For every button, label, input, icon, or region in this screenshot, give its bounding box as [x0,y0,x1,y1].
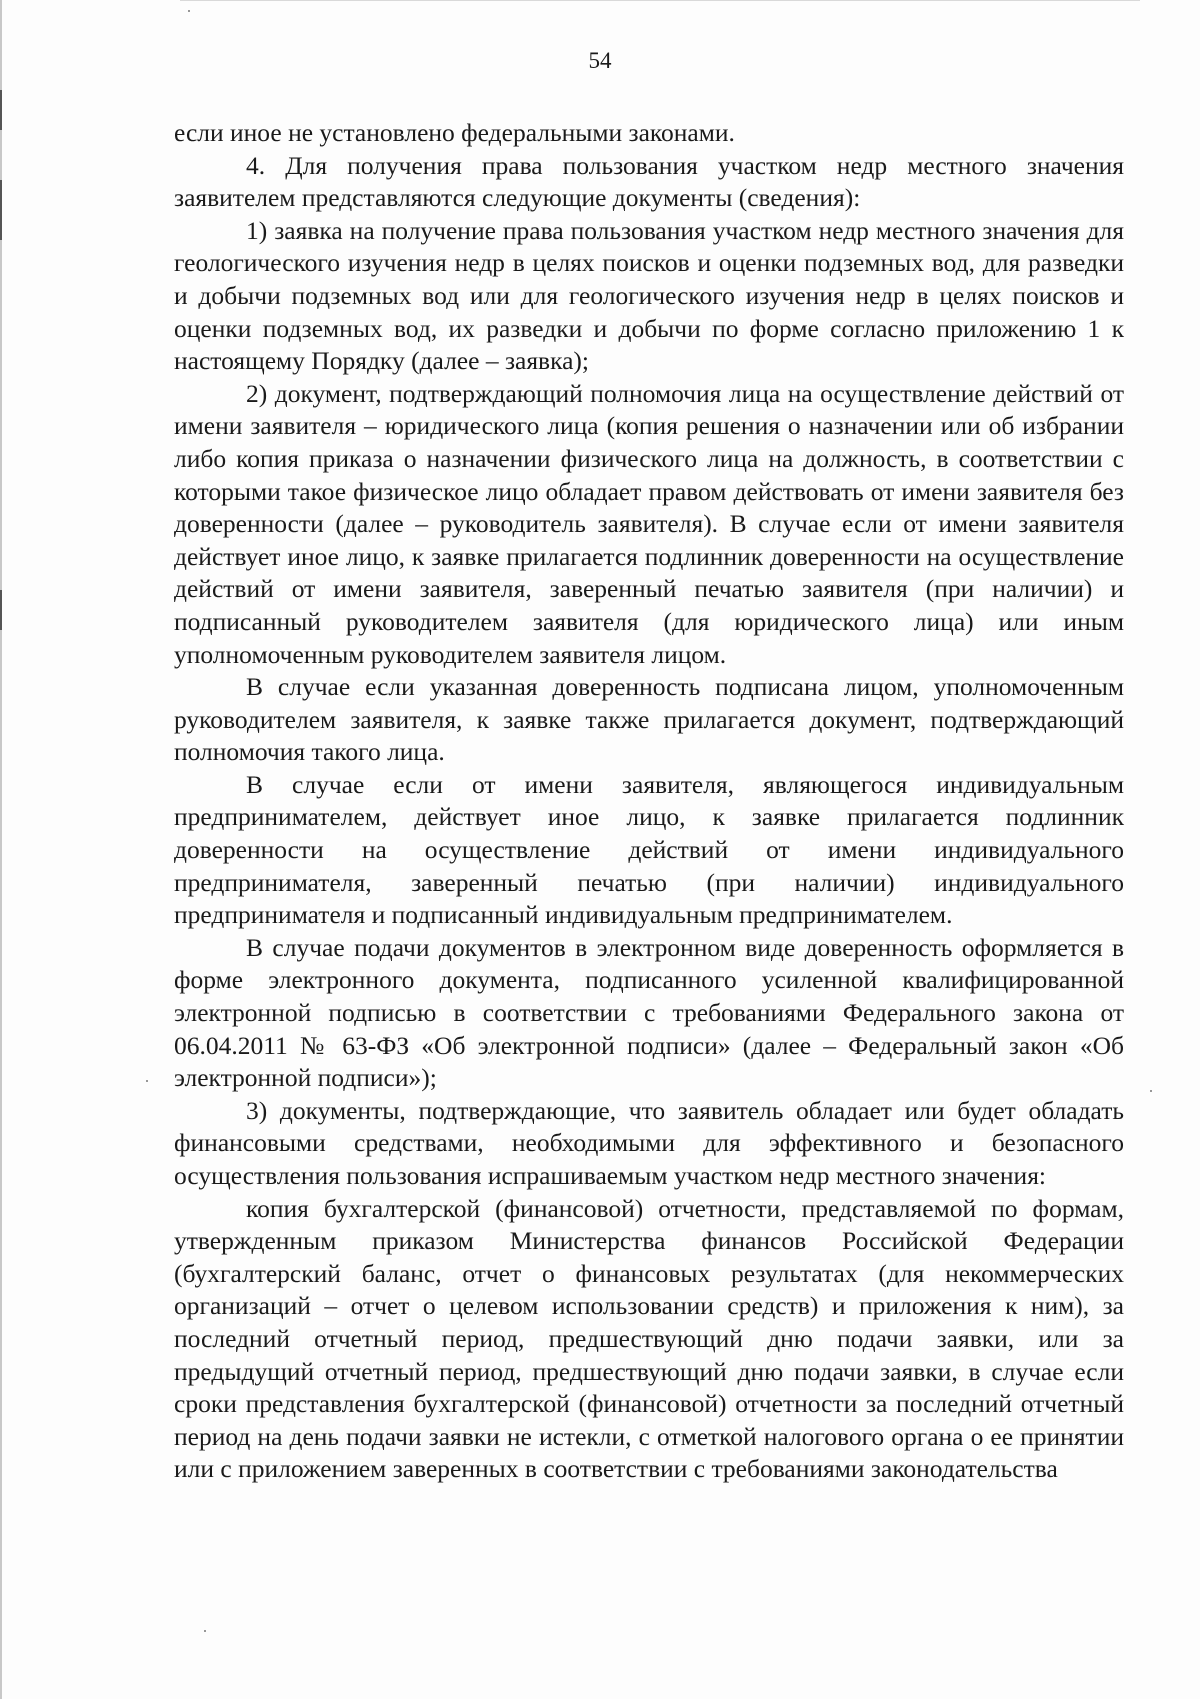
document-body [174,117,1124,1486]
paragraph-subitem-2: 2) документ, подтверждающий полномочия лица на осуществление действий от имени заявителя – юридического лица (копия решения о назначении или об избрании либо копия приказа о назначении физического лица на должность, в соответствии с которыми такое физическое лицо обладает правом действовать от имени заявителя без доверенности (далее – руководитель заявителя). В случае если от имени заявителя действует иное лицо, к заявке прилагается подлинник доверенности на осуществление действий от имени заявителя, заверенный печатью заявителя (при наличии) и подписанный руководителем заявителя (для юридического лица) или иным уполномоченным руководителем заявителя лицом. [174,378,1124,669]
paragraph-subitem-3: 3) документы, подтверждающие, что заявитель обладает или будет обладать финансовыми средствами, необходимыми для эффективного и безопасного осуществления пользования испрашиваемым участком недр местного значения: [174,1095,1124,1190]
scan-left-edge [0,0,2,1699]
page-number: 54 [588,48,612,73]
scan-speck [188,10,190,12]
paragraph-proxy-signed: В случае если указанная доверенность подписана лицом, уполномоченным руководителем заявителя, к заявке также прилагается документ, подтверждающий полномочия такого лица. [174,672,1124,767]
paragraph-item-4: 4. Для получения права пользования участком недр местного значения заявителем представляются следующие документы (сведения): [174,150,1124,213]
scan-mark-left-2 [0,180,2,240]
scan-speck [204,1630,206,1632]
paragraph-financial-statements: копия бухгалтерской (финансовой) отчетности, представляемой по формам, утвержденным приказом Министерства финансов Российской Федерации (бухгалтерский баланс, отчет о финансовых результатах (для некоммерческих организаций – отчет о целевом использовании средств) и приложения к ним), за последний отчетный период, предшествующий дню подачи заявки, или за предыдущий отчетный период, предшествующий дню подачи заявки, в случае если сроки представления бухгалтерской (финансовой) отчетности за последний отчетный период на день подачи заявки не истекли, с отметкой налогового органа о ее принятии или с приложением заверенных в соответствии с требованиями законодательства [174,1193,1124,1484]
scan-mark-left-3 [0,590,2,630]
paragraph-continuation: если иное не установлено федеральными законами. [174,118,735,147]
scan-speck [146,1080,148,1082]
scan-mark-left-1 [0,90,2,130]
paragraph-individual-entrepreneur: В случае если от имени заявителя, являющегося индивидуальным предпринимателем, действует иное лицо, к заявке прилагается подлинник доверенности на осуществление действий от имени индивидуального предпринимателя, заверенный печатью (при наличии) индивидуального предпринимателя и подписанный индивидуальным предпринимателем. [174,769,1124,930]
paragraph-subitem-1: 1) заявка на получение права пользования участком недр местного значения для геологического изучения недр в целях поисков и оценки подземных вод, для разведки и добычи подземных вод или для геологического изучения недр в целях поисков и оценки подземных вод, их разведки и добычи по форме согласно приложению 1 к настоящему Порядку (далее – заявка); [174,215,1124,376]
scan-top-edge [180,0,1140,1]
paragraph-electronic-submission: В случае подачи документов в электронном виде доверенность оформляется в форме электронного документа, подписанного усиленной квалифицированной электронной подписью в соответствии с требованиями Федерального закона от 06.04.2011 № 63-ФЗ «Об электронной подписи» (далее – Федеральный закон «Об электронной подписи»); [174,932,1124,1093]
scan-speck [1150,1090,1152,1092]
